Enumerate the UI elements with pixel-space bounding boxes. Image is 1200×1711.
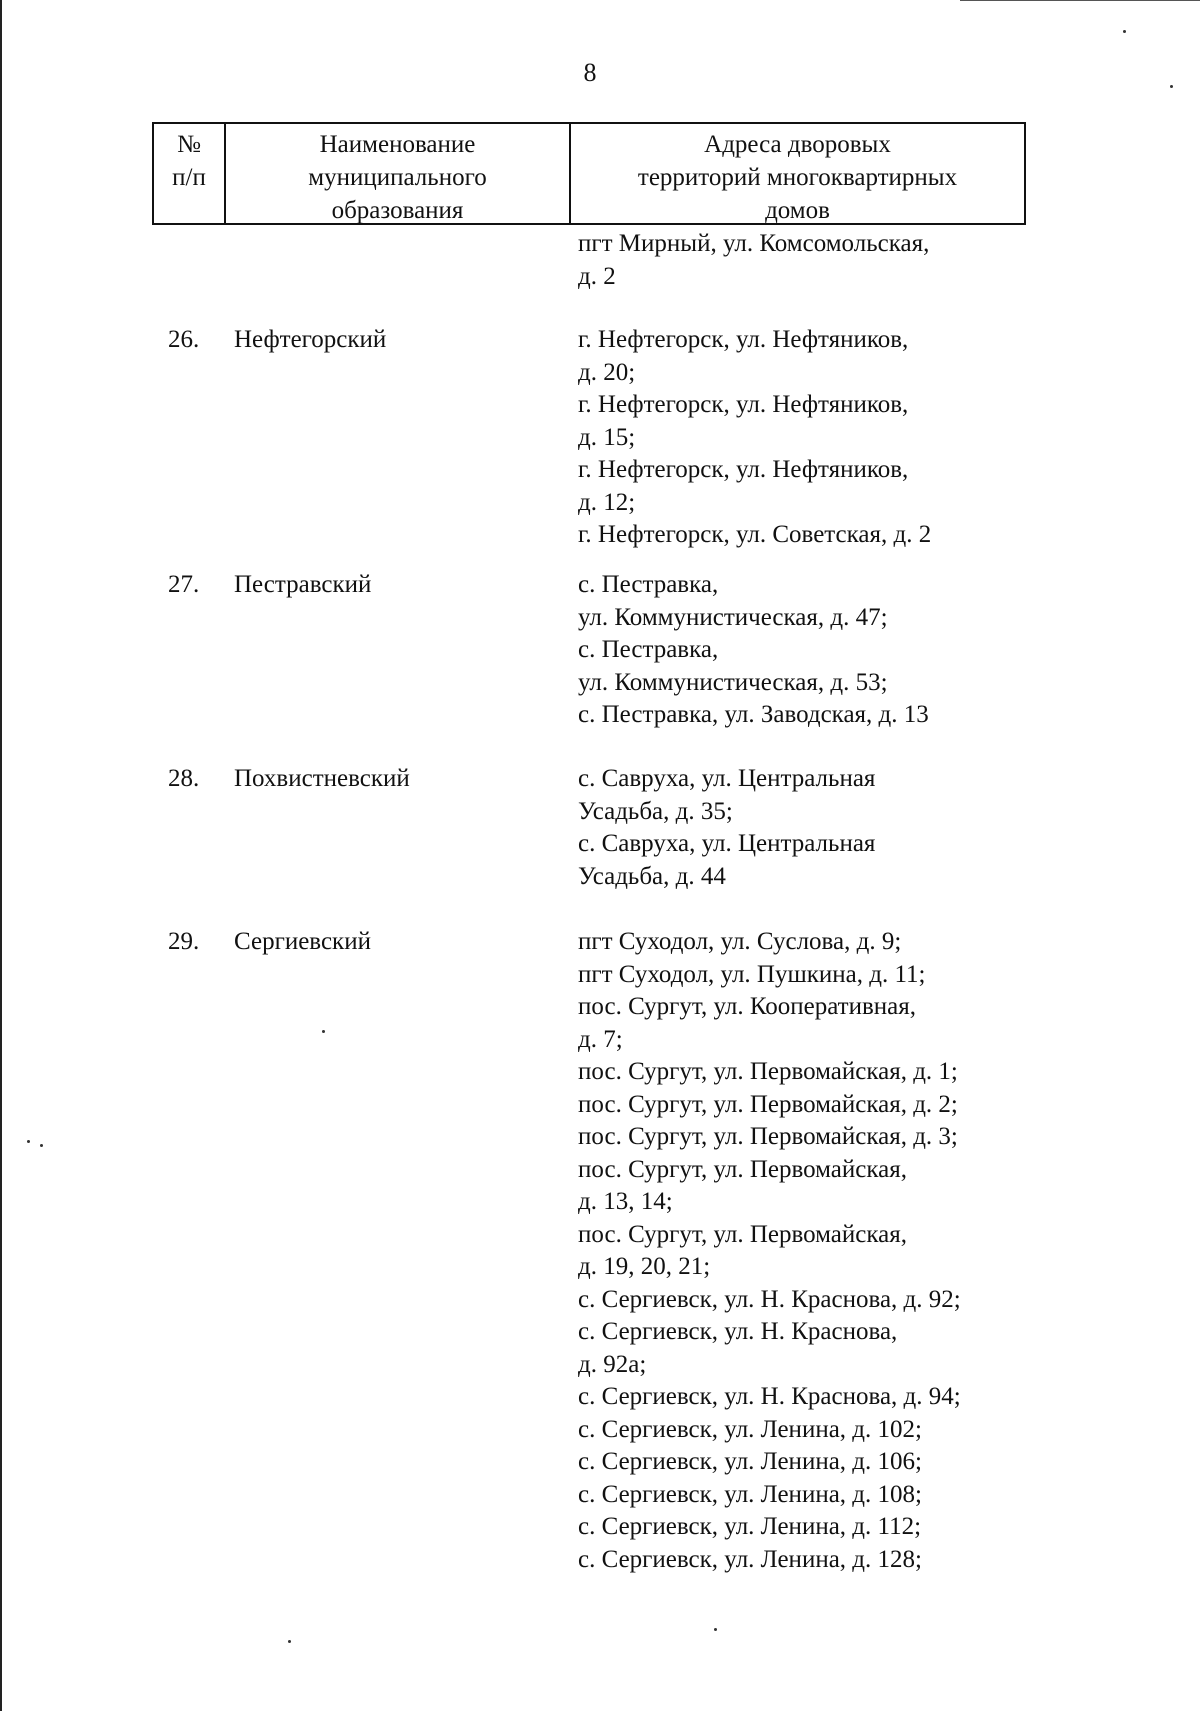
address-line: с. Пестравка,	[578, 571, 719, 598]
scan-top-line	[960, 0, 1200, 1]
address-line: г. Нефтегорск, ул. Нефтяников,	[578, 456, 909, 483]
address-line: пос. Сургут, ул. Первомайская,	[578, 1155, 907, 1183]
address-line: с. Сергиевск, ул. Ленина, д. 112;	[578, 1513, 922, 1540]
address-line: с. Сергиевск, ул. Ленина, д. 108;	[578, 1480, 922, 1508]
scan-edge-line	[0, 0, 2, 1711]
address-line: д. 92а;	[578, 1350, 647, 1378]
header-text: Адреса дворовых	[704, 131, 891, 158]
scan-speck	[714, 1628, 717, 1631]
municipality-name: Сергиевский	[234, 928, 371, 955]
row-number: 26.	[168, 326, 200, 353]
scan-speck	[1170, 85, 1173, 88]
header-text: образования	[331, 197, 464, 224]
address-list	[578, 763, 1038, 893]
header-col-addresses	[571, 124, 1024, 223]
address-line: пос. Сургут, ул. Первомайская, д. 2;	[578, 1090, 958, 1118]
address-line: с. Пестравка,	[578, 636, 719, 663]
address-line: с. Сергиевск, ул. Н. Краснова, д. 94;	[578, 1383, 961, 1410]
header-text: Наименование	[319, 131, 476, 158]
address-line: ул. Коммунистическая, д. 53;	[578, 668, 888, 696]
address-line: г. Нефтегорск, ул. Советская, д. 2	[578, 521, 932, 548]
address-line: д. 13, 14;	[578, 1188, 673, 1215]
scan-speck	[322, 1030, 325, 1033]
address-line: пос. Сургут, ул. Первомайская, д. 3;	[578, 1123, 958, 1150]
row-number: 29.	[168, 928, 200, 955]
address-line: с. Пестравка, ул. Заводская, д. 13	[578, 701, 929, 728]
row-number: 28.	[168, 765, 200, 792]
municipality-name: Похвистневский	[234, 765, 410, 792]
header-text: территорий многоквартирных	[637, 164, 958, 191]
address-line: Усадьба, д. 44	[578, 862, 726, 890]
address-line: ул. Коммунистическая, д. 47;	[578, 603, 888, 631]
continued-addresses	[578, 228, 929, 293]
scan-speck	[1123, 30, 1126, 33]
address-list	[578, 324, 1038, 552]
scan-speck	[40, 1144, 43, 1147]
address-line: д. 12;	[578, 488, 636, 516]
address-line: с. Сергиевск, ул. Н. Краснова,	[578, 1318, 898, 1345]
address-line: с. Сергиевск, ул. Ленина, д. 102;	[578, 1415, 922, 1443]
address-line: д. 15;	[578, 423, 636, 451]
address-line: с. Савруха, ул. Центральная	[578, 830, 876, 857]
scan-speck	[288, 1640, 291, 1643]
header-col-number	[154, 124, 226, 223]
header-text: муниципального	[308, 164, 487, 191]
address-line: д. 7;	[578, 1025, 623, 1053]
address-line: д. 2	[578, 262, 616, 290]
municipality-name: Нефтегорский	[234, 326, 387, 353]
address-line: пгт Суходол, ул. Суслова, д. 9;	[578, 928, 902, 955]
address-line: пос. Сургут, ул. Кооперативная,	[578, 993, 917, 1020]
header-text: домов	[765, 197, 830, 224]
address-line: пгт Мирный, ул. Комсомольская,	[578, 230, 930, 257]
header-col-municipality	[226, 124, 571, 223]
address-line: с. Сергиевск, ул. Ленина, д. 106;	[578, 1448, 922, 1475]
scan-speck	[27, 1140, 30, 1143]
address-line: с. Сергиевск, ул. Ленина, д. 128;	[578, 1545, 922, 1573]
page-number: 8	[583, 58, 597, 87]
municipality-name: Пестравский	[234, 571, 372, 598]
address-line: д. 20;	[578, 358, 636, 386]
table-header	[152, 122, 1026, 225]
address-line: д. 19, 20, 21;	[578, 1253, 711, 1280]
address-list	[578, 569, 1038, 732]
address-line: пос. Сургут, ул. Первомайская,	[578, 1220, 907, 1248]
header-text: №	[177, 131, 201, 158]
address-line: Усадьба, д. 35;	[578, 797, 733, 825]
address-list	[578, 926, 1038, 1576]
address-line: г. Нефтегорск, ул. Нефтяников,	[578, 326, 909, 353]
address-line: пос. Сургут, ул. Первомайская, д. 1;	[578, 1058, 958, 1085]
header-text: п/п	[172, 164, 206, 191]
address-line: с. Савруха, ул. Центральная	[578, 765, 876, 792]
address-line: г. Нефтегорск, ул. Нефтяников,	[578, 391, 909, 418]
address-line: с. Сергиевск, ул. Н. Краснова, д. 92;	[578, 1285, 961, 1313]
address-line: пгт Суходол, ул. Пушкина, д. 11;	[578, 960, 926, 988]
row-number: 27.	[168, 571, 200, 598]
